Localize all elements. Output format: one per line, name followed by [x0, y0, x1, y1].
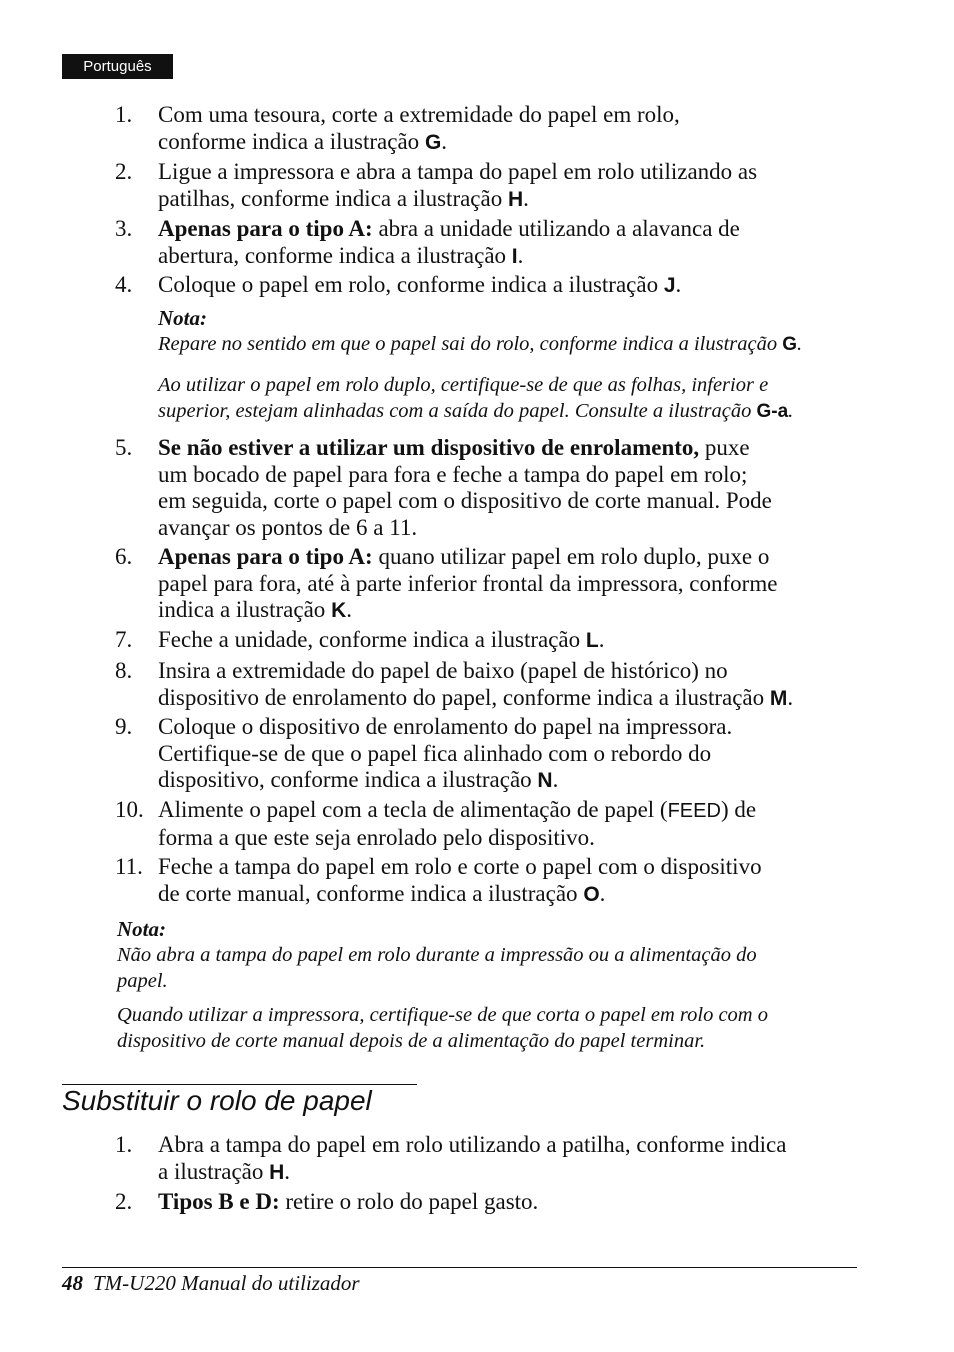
note-text: dispositivo de corte manual depois de a alimentação do papel terminar. [117, 1030, 706, 1052]
note-label: Nota: [158, 306, 207, 330]
step-text-line: quano utilizar papel em rolo duplo, puxe o [372, 544, 770, 569]
note-box-1: Nota: Repare no sentido em que o papel sai do rolo, conforme indica a ilustração G. Ao utilizar o papel em rolo duplo, certifique-se de que as folhas, inferior e superior, estejam alinhadas com a saída do papel. Consulte a ilustração G-a. [158, 305, 868, 425]
step-text-line: em seguida, corte o papel com o dispositivo de corte manual. Pode [158, 488, 772, 513]
step-text-line: Alimente o papel com a tecla de alimentação de papel ( [158, 797, 668, 822]
step-text-line: Ligue a impressora e abra a tampa do papel em rolo utilizando as [158, 159, 758, 184]
step-number: 3. [115, 216, 133, 241]
step-number: 1. [115, 1132, 133, 1157]
page-number: 48 [62, 1271, 83, 1295]
step-text-line: Certifique-se de que o papel fica alinhado com o rebordo do [158, 740, 712, 766]
step-number: 2. [115, 1189, 133, 1214]
illustration-ref: M [769, 686, 788, 710]
illustration-ref: L [585, 629, 599, 652]
illustration-ref: O [583, 882, 600, 906]
step-text-line: a ilustração [158, 1158, 270, 1184]
illustration-ref: G [424, 130, 442, 154]
step-bold-lead: Tipos B e D: [158, 1189, 280, 1214]
step-text-line: Insira a extremidade do papel de baixo (papel de histórico) no [158, 658, 728, 683]
note-label: Nota: [117, 917, 166, 941]
step-text-line: avançar os pontos de 6 a 11. [158, 514, 418, 540]
step-text-line: forma a que este seja enrolado pelo dispositivo. [158, 824, 595, 850]
step-number: 9. [115, 714, 133, 739]
step-text-line: indica a ilustração [158, 597, 332, 622]
step-number: 11. [115, 854, 143, 879]
step-text-line: ) de [720, 797, 757, 822]
step-number: 4. [115, 272, 133, 297]
illustration-ref: G [782, 334, 798, 355]
step-text-line: um bocado de papel para fora e feche a tampa do papel em rolo; [158, 461, 748, 487]
note-text: papel. [117, 970, 168, 992]
step-text-line: retire o rolo do papel gasto. [279, 1189, 539, 1214]
step-text-line: dispositivo, conforme indica a ilustração [158, 767, 538, 792]
step-text-line: Com uma tesoura, corte a extremidade do papel em rolo, [158, 102, 680, 127]
note-text: Repare no sentido em que o papel sai do rolo, conforme indica a ilustração [158, 333, 783, 355]
step-number: 6. [115, 544, 133, 569]
step-text-line: dispositivo de enrolamento do papel, conforme indica a ilustração [158, 684, 770, 710]
step-text-line: abertura, conforme indica a ilustração [158, 242, 512, 268]
note-text: Ao utilizar o papel em rolo duplo, certifique-se de que as folhas, inferior e [158, 374, 769, 396]
language-tab: Português [62, 54, 173, 79]
note-text: Quando utilizar a impressora, certifique-se de que corta o papel em rolo com o [117, 1004, 768, 1026]
step-text-line: Abra a tampa do papel em rolo utilizando a patilha, conforme indica [158, 1132, 787, 1157]
illustration-ref: J [663, 274, 676, 297]
step-bold-lead: Apenas para o tipo A: [158, 216, 373, 241]
step-text-line: papel para fora, até à parte inferior frontal da impressora, conforme [158, 570, 778, 596]
illustration-ref: N [537, 769, 553, 792]
step-text-line: de corte manual, conforme indica a ilustração [158, 880, 584, 906]
step-text-line: puxe [699, 435, 750, 460]
step-number: 2. [115, 159, 133, 184]
step-text-line: patilhas, conforme indica a ilustração [158, 185, 508, 211]
step-text-line: Feche a tampa do papel em rolo e corte o papel com o dispositivo [158, 854, 762, 879]
step-text-line: abra a unidade utilizando a alavanca de [372, 216, 740, 241]
step-number: 1. [115, 102, 133, 127]
illustration-ref: I [511, 244, 518, 268]
page-footer [62, 1271, 360, 1296]
footer-rule [62, 1267, 857, 1268]
illustration-ref: K [331, 599, 347, 622]
step-text-line: Coloque o papel em rolo, conforme indica a ilustração [158, 272, 664, 297]
step-bold-lead: Se não estiver a utilizar um dispositivo de enrolamento, [158, 435, 700, 460]
feed-key-label: FEED [667, 800, 721, 822]
note-text: superior, estejam alinhadas com a saída do papel. Consulte a ilustração [158, 400, 757, 422]
note-text: Não abra a tampa do papel em rolo durante a impressão ou a alimentação do [117, 944, 757, 966]
section-title: Substituir o rolo de papel [62, 1085, 372, 1116]
step-number: 5. [115, 435, 133, 460]
step-text-line: Feche a unidade, conforme indica a ilustração [158, 627, 586, 652]
illustration-ref: H [507, 187, 524, 211]
step-text-line: Coloque o dispositivo de enrolamento do papel na impressora. [158, 714, 733, 739]
illustration-ref: G-a [756, 401, 789, 422]
step-number: 10. [115, 797, 144, 822]
illustration-ref: H [269, 1160, 285, 1184]
step-bold-lead: Apenas para o tipo A: [158, 544, 373, 569]
step-text-line: conforme indica a ilustração [158, 128, 425, 154]
note-box-2 [117, 916, 867, 1054]
manual-title: TM-U220 Manual do utilizador [93, 1271, 360, 1295]
step-number: 8. [115, 658, 133, 683]
step-number: 7. [115, 627, 133, 652]
